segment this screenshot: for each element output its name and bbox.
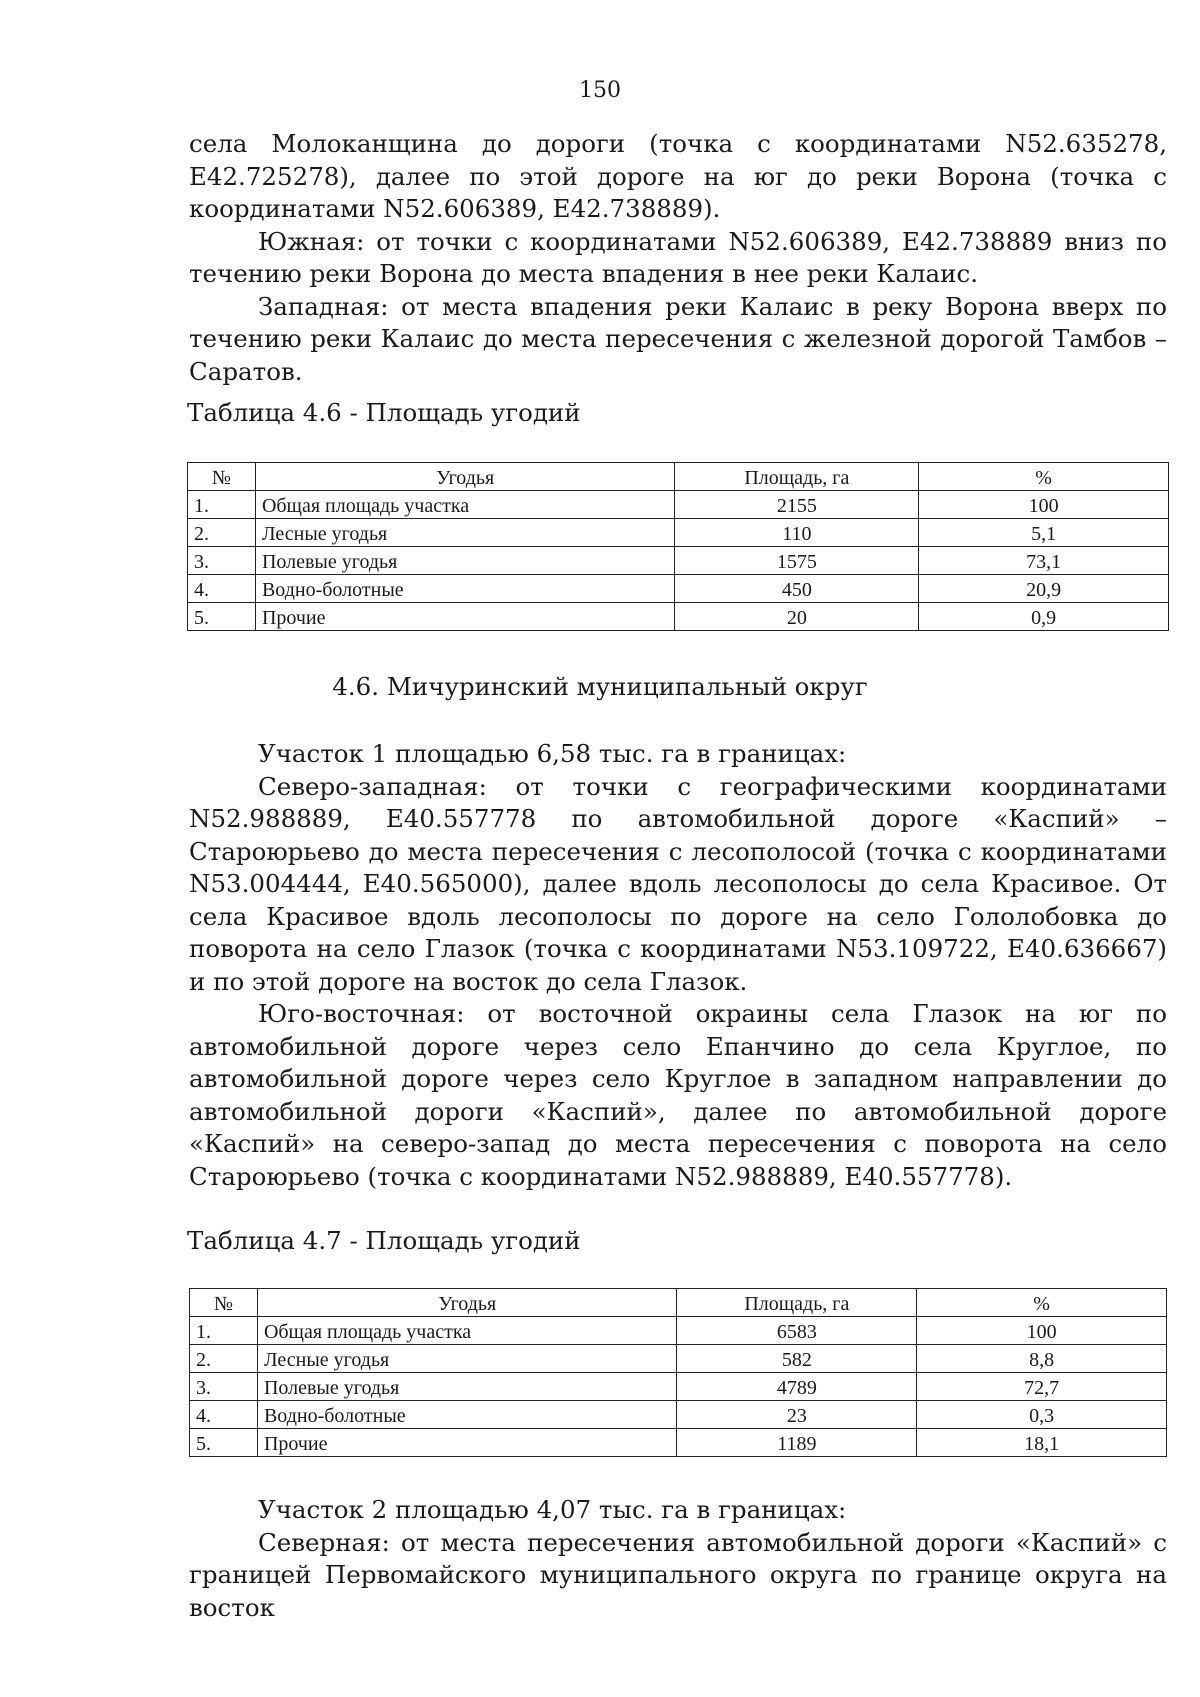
table-row	[188, 519, 1169, 547]
cell: 100	[919, 491, 1169, 519]
cell: 0,9	[919, 603, 1169, 631]
page-number: 150	[579, 78, 621, 103]
cell: Полевые угодья	[255, 547, 675, 575]
table-row	[190, 1317, 1167, 1345]
table-caption: Таблица 4.6 - Площадь угодий	[187, 398, 581, 427]
header-cell: Площадь, га	[675, 463, 919, 491]
header-cell: %	[919, 463, 1169, 491]
cell: 1.	[190, 1317, 258, 1345]
table-row	[190, 1429, 1167, 1457]
cell: 20	[675, 603, 919, 631]
cell: 23	[677, 1401, 917, 1429]
table-row	[188, 491, 1169, 519]
cell: 8,8	[917, 1345, 1167, 1373]
paragraph: Участок 2 площадью 4,07 тыс. га в границах:	[258, 1495, 847, 1524]
paragraph: Южная: от точки с координатами N52.606389, E42.738889 вниз по течению реки Ворона до места впадения в нее реки Калаис.	[189, 226, 1167, 288]
paragraph: Участок 1 площадью 6,58 тыс. га в границах:	[258, 739, 847, 768]
cell: 4789	[677, 1373, 917, 1401]
table-header-row	[190, 1289, 1167, 1317]
cell: 20,9	[919, 575, 1169, 603]
cell: Прочие	[257, 1429, 677, 1457]
paragraph: Северо-западная: от точки с географическими координатами N52.988889, E40.557778 по автомобильной дороге «Каспий» – Староюрьево до места пересечения с лесополосой (точка с координатами N53.004444, E40.565000), далее вдоль лесополосы до села Красивое. От села Красивое вдоль лесополосы по дороге на село Гололобовка до поворота на село Глазок (точка с координатами N53.109722, E40.636667) и по этой дороге на восток до села Глазок.	[189, 771, 1167, 996]
header-cell: Площадь, га	[677, 1289, 917, 1317]
table-row	[190, 1373, 1167, 1401]
table-4-6	[187, 462, 1169, 631]
cell: Прочие	[255, 603, 675, 631]
cell: Лесные угодья	[257, 1345, 677, 1373]
cell: 2.	[190, 1345, 258, 1373]
cell: 2.	[188, 519, 256, 547]
table-row	[188, 603, 1169, 631]
cell: 2155	[675, 491, 919, 519]
paragraph: Северная: от места пересечения автомобильной дороги «Каспий» с границей Первомайского муниципального округа по границе округа на восток	[189, 1527, 1167, 1622]
cell: 3.	[188, 547, 256, 575]
cell: 5.	[190, 1429, 258, 1457]
paragraph: села Молоканщина до дороги (точка с координатами N52.635278, E42.725278), далее по этой дороге на юг до реки Ворона (точка с координатами N52.606389, E42.738889).	[189, 129, 1167, 223]
cell: Водно-болотные	[257, 1401, 677, 1429]
cell: 4.	[190, 1401, 258, 1429]
cell: 5.	[188, 603, 256, 631]
cell: Лесные угодья	[255, 519, 675, 547]
header-cell: %	[917, 1289, 1167, 1317]
cell: 1189	[677, 1429, 917, 1457]
cell: 450	[675, 575, 919, 603]
cell: Общая площадь участка	[255, 491, 675, 519]
table-row	[190, 1401, 1167, 1429]
cell: 73,1	[919, 547, 1169, 575]
plot-1-text	[189, 738, 1167, 1193]
cell: 6583	[677, 1317, 917, 1345]
header-cell: №	[188, 463, 256, 491]
table-caption: Таблица 4.7 - Площадь угодий	[187, 1226, 581, 1255]
cell: Общая площадь участка	[257, 1317, 677, 1345]
header-cell: Угодья	[257, 1289, 677, 1317]
cell: 1575	[675, 547, 919, 575]
cell: 4.	[188, 575, 256, 603]
cell: 110	[675, 519, 919, 547]
table-4-7	[189, 1288, 1167, 1457]
table-row	[188, 547, 1169, 575]
cell: 0,3	[917, 1401, 1167, 1429]
paragraph: Западная: от места впадения реки Калаис в реку Ворона вверх по течению реки Калаис до места пересечения с железной дорогой Тамбов – Саратов.	[189, 291, 1167, 386]
header-cell: №	[190, 1289, 258, 1317]
cell: Водно-болотные	[255, 575, 675, 603]
cell: 582	[677, 1345, 917, 1373]
table-header-row	[188, 463, 1169, 491]
table-row	[188, 575, 1169, 603]
cell: 18,1	[917, 1429, 1167, 1457]
plot-2-text	[189, 1494, 1167, 1624]
cell: 100	[917, 1317, 1167, 1345]
cell: 5,1	[919, 519, 1169, 547]
intro-text	[189, 128, 1167, 388]
paragraph: Юго-восточная: от восточной окраины села Глазок на юг по автомобильной дороге через село Епанчино до села Круглое, по автомобильной дороге через село Круглое в западном направлении до автомобильной дороги «Каспий», далее по автомобильной дороге «Каспий» на северо-запад до места пересечения с поворота на село Староюрьево (точка с координатами N52.988889, E40.557778).	[189, 999, 1167, 1191]
table-row	[190, 1345, 1167, 1373]
section-heading: 4.6. Мичуринский муниципальный округ	[332, 672, 868, 701]
cell: 1.	[188, 491, 256, 519]
header-cell: Угодья	[255, 463, 675, 491]
cell: Полевые угодья	[257, 1373, 677, 1401]
cell: 3.	[190, 1373, 258, 1401]
cell: 72,7	[917, 1373, 1167, 1401]
